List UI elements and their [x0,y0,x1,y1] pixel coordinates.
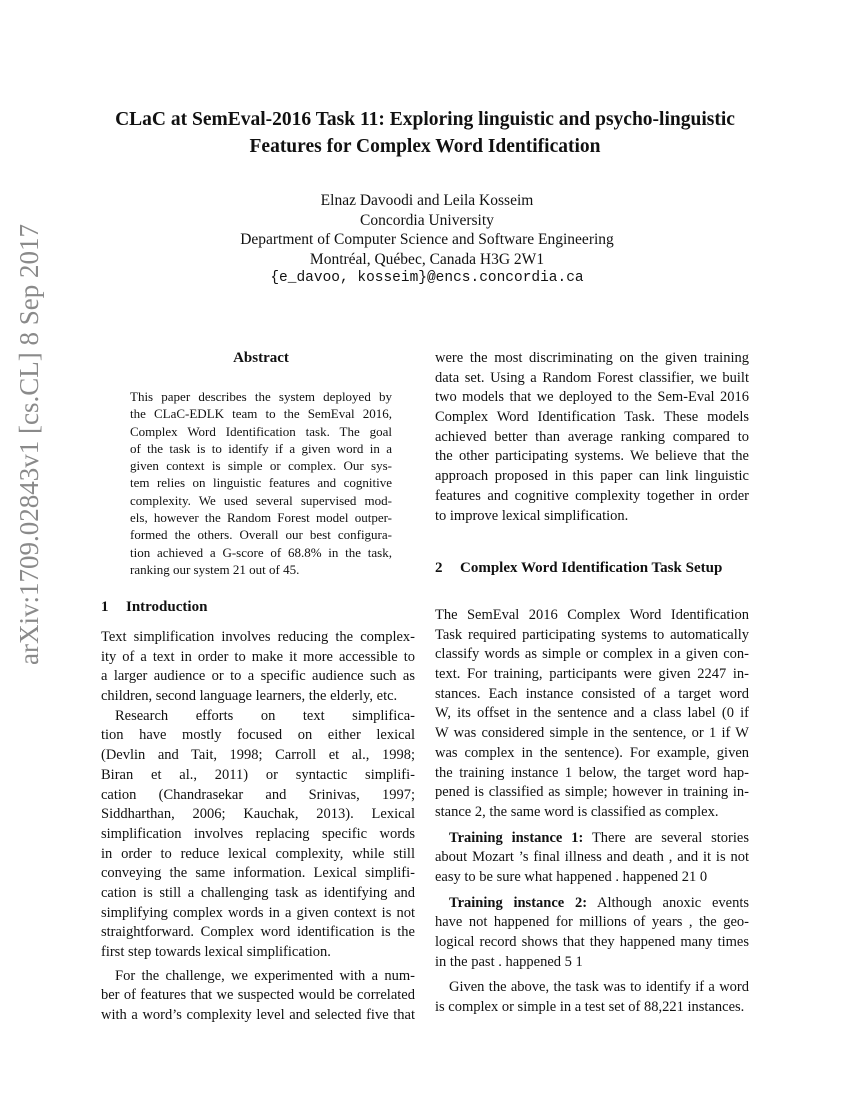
instance-1-line: about Mozart ’s final illness and death , and it is not [435,849,749,866]
right-line: approach proposed in this paper can link linguistic [435,468,749,485]
instance-2-text: Although anoxic events [597,894,749,911]
setup-line: the training instance 1 below, the target word hap- [435,764,749,781]
setup-line: W was considered simple in the sentence, or 1 if W [435,725,749,742]
section-2-title: Complex Word Identification Task Setup [460,560,723,576]
intro-line: children, second language learners, the elderly, etc. [101,688,398,705]
intro-line: straightforward. Complex word identification is the [101,924,415,941]
intro-line: conveying the same information. Lexical simplifi- [101,865,415,882]
training-instance-2 [435,894,749,914]
right-line: achieved better than average ranking compared to [435,428,749,445]
arxiv-stamp-text: arXiv:1709.02843v1 [cs.CL] 8 Sep 2017 [14,224,44,665]
abstract-line: formed the others. Overall our best configura- [130,527,392,543]
right-line: two models that we deployed to the Sem-Eval 2016 [435,389,749,406]
abstract-line: the CLaC-EDLK team to the SemEval 2016, [130,406,392,422]
author-names: Elnaz Davoodi and Leila Kosseim [320,192,534,209]
instance-2-label: Training instance 2: [449,894,588,911]
instance-2-line: logical record shows that they happened many times [435,934,749,950]
paper-title [60,106,790,160]
abstract-line: els, however the Random Forest model outper- [130,510,392,526]
author-block [60,191,794,289]
setup-line: text. For training, participants were given 2247 in- [435,666,749,683]
right-line: features and cognitive complexity together in order [435,487,749,504]
abstract-body [130,388,392,578]
intro-line: Biran et al., 2011) or syntactic simplifi- [101,766,415,783]
intro-line: For the challenge, we experimented with a num- [115,967,415,984]
intro-line: cation (Chandrasekar and Srinivas, 1997; [101,786,415,803]
setup-line: classify words as simple or complex in a given con- [435,646,749,663]
setup-line: W, its offset in the sentence and a class label (0 if [435,705,749,722]
intro-line: ber of features that we suspected would be correlated [101,987,415,1004]
abstract-line: This paper describes the system deployed by [130,389,392,404]
right-line: to improve lexical simplification. [435,507,629,524]
instance-2-line: in the past . happened 5 1 [435,953,583,970]
right-line: the other participating systems. We believe that the [435,448,749,465]
setup-line: The SemEval 2016 Complex Word Identification [435,607,749,623]
section-1-title: Introduction [126,599,208,615]
closing-line: Given the above, the task was to identify if a word [449,979,749,996]
intro-line: with a word’s complexity level and selected five that [101,1007,415,1024]
author-emails: {e_davoo, kosseim}@encs.concordia.ca [270,270,584,286]
section-1-body [101,628,415,1026]
author-university: Concordia University [360,211,494,229]
abstract-line: tion achieved a G-score of 68.8% in the task, [130,544,392,560]
intro-line: a larger audience or to a specific audience such as [101,668,415,685]
setup-line: stance 2, the same word is classified as complex. [435,803,719,820]
section-1-heading [101,599,207,616]
instance-2-line: have not happened for millions of years , the geo- [435,914,749,931]
section-1-number: 1 [101,599,109,615]
closing-line: is complex or simple in a test set of 88,221 instances. [435,999,745,1016]
author-city: Montréal, Québec, Canada H3G 2W1 [309,250,545,268]
training-instance-1 [435,829,749,849]
section-2-number: 2 [435,560,443,576]
intro-line: tion have mostly focused on either lexical [101,727,415,744]
abstract-line: ranking our system 21 out of 45. [130,561,300,577]
intro-line: ity of a text in order to make it more accessible to [101,648,415,665]
abstract-line: of the task is to identify if a given word in a [130,440,392,456]
right-line: Complex Word Identification Task. These models [435,409,749,426]
intro-line: Text simplification involves reducing the complex- [101,629,415,645]
intro-line: Siddharthan, 2006; Kauchak, 2013). Lexical [101,806,415,823]
abstract-line: given context is simple or complex. Our sys- [130,458,392,474]
abstract-heading: Abstract [233,350,289,366]
intro-line: (Devlin and Tait, 1998; Carroll et al., 1998; [101,747,415,764]
intro-line: cation is still a challenging task as identifying and [101,884,415,901]
instance-1-line: easy to be sure what happened . happened 21 0 [435,868,708,885]
abstract-line: Complex Word Identification task. The goal [130,423,392,439]
intro-line: in order to reduce lexical complexity, while still [101,845,415,862]
intro-line: Research efforts on text simplifica- [115,707,415,724]
instance-1-label: Training instance 1: [449,829,584,846]
author-department: Department of Computer Science and Software Engineering [240,231,614,248]
section-2-heading [435,560,722,577]
setup-line: Task required participating systems to automatically [435,626,749,643]
title-line-2: Features for Complex Word Identification [249,136,601,157]
title-line-1: CLaC at SemEval-2016 Task 11: Exploring linguistic and psycho-linguistic [115,109,735,130]
abstract-line: tem relies on linguistic features and cognitive [130,475,392,491]
right-line: were the most discriminating on the given training [435,350,749,366]
setup-line: pened is classified as simple; however in training in- [435,784,749,801]
intro-line: simplifying complex words in a given context is not [101,904,415,921]
setup-line: was complex in the sentence). For example, given [435,744,749,761]
section-2-body [435,606,749,1018]
instance-1-text: There are several stories [591,829,749,846]
setup-line: stances. Each instance consisted of a target word [435,685,749,702]
right-column-intro-continuation [435,349,749,526]
intro-line: first step towards lexical simplification. [101,944,331,960]
intro-line: simplification involves replacing specific words [101,825,415,842]
abstract-line: complexity. We used several supervised mod- [130,492,392,508]
right-line: data set. Using a Random Forest classifier, we built [435,369,749,386]
